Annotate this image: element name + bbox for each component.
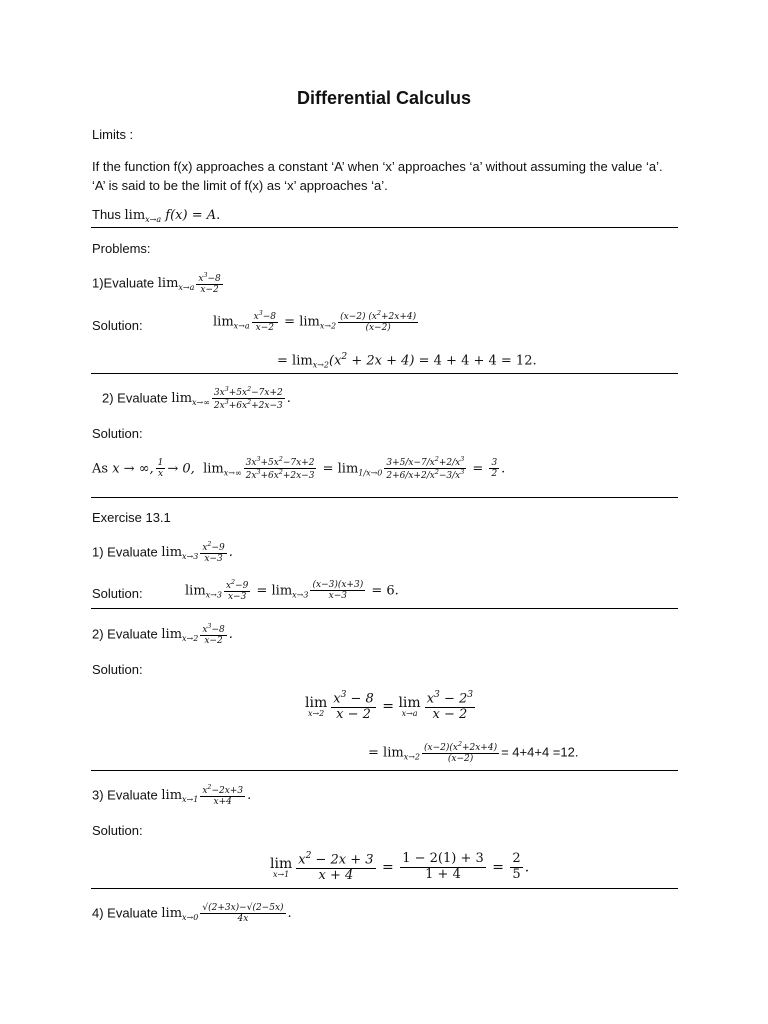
exercise-heading: Exercise 13.1 <box>92 510 171 525</box>
solution-label: Solution: <box>92 426 143 441</box>
exercise-2-label: 2) Evaluate <box>92 626 162 642</box>
problem-1-solution-step-2: = $\lim_{x\to 2}(x^2 + 2x + 4) = 4 + 4 + 4 = 12$. <box>277 352 537 370</box>
problem-1-expression: $\lim_{x\to a}$ $\frac{x^3-8}{x-2}$ <box>157 272 221 296</box>
solution-label: Solution: <box>92 586 143 601</box>
exercise-3 <box>92 784 251 808</box>
page-title: Differential Calculus <box>296 88 472 108</box>
exercise-3-label: 3) Evaluate <box>92 787 162 803</box>
exercise-2-solution-step-1: lim x→2 $\frac{x^3 - 8}{x - 2}$ = lim x→a $\frac{x^3 - 2^3}{x - 2}$ <box>305 690 474 723</box>
problem-1-label: 1)Evaluate <box>92 275 158 291</box>
problem-1 <box>92 272 225 296</box>
exercise-1-solution: $\lim_{x\to 3}$ $\frac{x^2-9}{x-3}$ = $\lim_{x\to 3}$ $\frac{(x-3)(x+3)}{x-3}$ = 6. <box>185 579 399 603</box>
divider <box>91 227 678 228</box>
solution-label: Solution: <box>92 662 143 677</box>
definition-line-1: If the function f(x) approaches a constant ‘A’ when ‘x’ approaches ‘a’ without assuming the value ‘a’. <box>92 159 663 174</box>
problem-2 <box>102 386 291 412</box>
as-label: As <box>92 461 113 477</box>
exercise-2-solution-step-2: = $\lim_{x\to 2}$ $\frac{(x-2)(x^2+2x+4)}{(x-2)}$ = 4+4+4 =12. <box>368 741 579 765</box>
limits-heading: Limits : <box>92 127 134 142</box>
divider <box>91 608 678 609</box>
divider <box>91 888 678 889</box>
divider <box>91 497 678 498</box>
problems-heading: Problems: <box>92 241 151 256</box>
problem-1-solution-step-1: $\lim_{x\to a}$ $\frac{x^3-8}{x-2}$ = $\lim_{x\to 2}$ $\frac{(x-2) (x^2+2x+4)}{(x-2)}$ <box>213 310 417 334</box>
exercise-3-expression: $\lim_{x\to 1}$ $\frac{x^2-2x+3}{x+4}$ . <box>161 784 252 808</box>
exercise-1-expression: $\lim_{x\to 3}$ $\frac{x^2-9}{x-3}$ . <box>161 541 233 565</box>
thus-line <box>92 207 220 224</box>
divider <box>91 373 678 374</box>
problem-2-expression: $\lim_{x\to\infty}$ $\frac{3x^3+5x^2-7x+2}{2x^3+6x^2+2x-3}$ . <box>171 386 291 412</box>
exercise-2 <box>92 623 233 647</box>
divider <box>91 770 678 771</box>
exercise-2-result: = 4+4+4 =12. <box>501 744 579 760</box>
exercise-2-expression: $\lim_{x\to 2}$ $\frac{x^3-8}{x-2}$ . <box>161 623 233 647</box>
solution-label: Solution: <box>92 823 143 838</box>
exercise-1-label: 1) Evaluate <box>92 544 162 560</box>
solution-label: Solution: <box>92 318 143 333</box>
thus-label: Thus <box>92 207 125 222</box>
problem-2-solution: As x → ∞, $\frac{1}{x}$ → 0, $\lim_{x\to\infty}$ $\frac{3x^3+5x^2-7x+2}{2x^3+6x^2+2x-3}$ = $\lim_{1/x\to 0}$ $\frac{3+5/x-7/x^2+2/x^3}{2+6/x+2/x^2-3/x^3}$ = $\frac{3}{2}$ . <box>92 456 506 482</box>
exercise-4-label: 4) Evaluate <box>92 905 162 921</box>
limit-definition-formula: $\lim_{x\to a} f(x) = A$. <box>124 208 221 224</box>
definition-line-2: ‘A’ is said to be the limit of f(x) as ‘x’ approaches ‘a’. <box>92 178 388 193</box>
exercise-3-solution: lim x→1 $\frac{x^2 - 2x + 3}{x + 4}$ = $\frac{1 - 2(1) + 3}{1 + 4}$ = $\frac{2}{5}$ . <box>270 851 530 884</box>
problem-2-label: 2) Evaluate <box>102 390 172 406</box>
exercise-4-expression: $\lim_{x\to 0}$ $\frac{√(2+3x)-√(2-5x)}{4x}$ . <box>161 903 292 925</box>
exercise-4 <box>92 903 292 925</box>
exercise-1 <box>92 541 233 565</box>
